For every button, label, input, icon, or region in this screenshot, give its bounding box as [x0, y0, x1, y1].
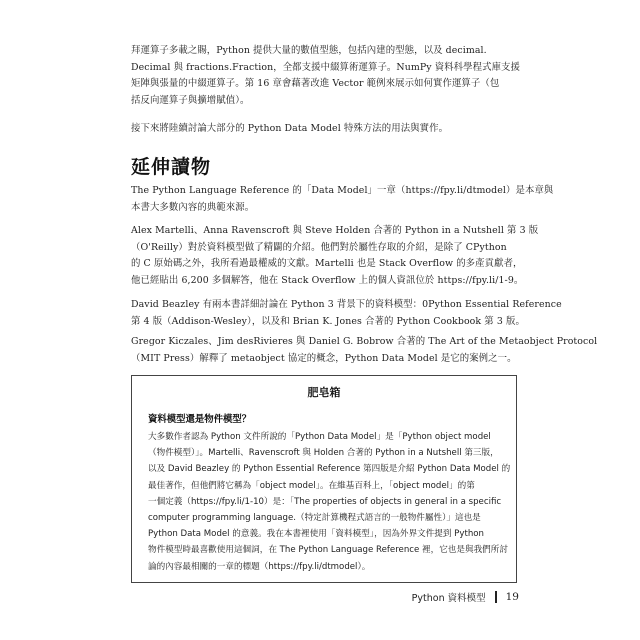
text-line: 一個定義（https://fpy.li/1-10）是：「The properties of objects in general in a specific	[148, 496, 502, 507]
transition-paragraph	[131, 121, 517, 138]
text-line: 論的內容最相關的一章的標題（https://fpy.li/dtmodel）。	[148, 561, 371, 572]
text-line: （O'Reilly）對於資料模型做了精闢的介紹。他們對於屬性存取的介紹，是除了 CPython	[131, 241, 507, 253]
text-line: David Beazley 有兩本書詳細討論在 Python 3 背景下的資料模型：0Python Essential Reference	[131, 299, 562, 310]
text-line: 括反向運算子與擴增賦值）。	[131, 94, 250, 106]
text-line: Decimal 與 fractions.Fraction，全都支援中綴算術運算子。NumPy 資料科學程式庫支援	[131, 61, 520, 73]
reading-paragraph-4	[131, 334, 598, 367]
reading-paragraph-1	[131, 183, 554, 216]
text-line: 他已經貼出 6,200 多個解答，他在 Stack Overflow 上的個人資訊位於 https://fpy.li/1-9。	[131, 274, 524, 286]
text-line: computer programming language.（特定計算機程式語言的一般物件屬性）」這也是	[148, 513, 481, 524]
page-footer	[412, 590, 519, 604]
text-line: 的 C 原始碼之外，我所看過最權威的文獻。Martelli 也是 Stack Overflow 的多產貢獻者，	[131, 258, 523, 269]
intro-paragraph	[131, 43, 520, 109]
text-line: 大多數作者認為 Python 文件所說的「Python Data Model」是「Python object model	[148, 432, 491, 442]
text-line: Alex Martelli、Anna Ravenscroft 與 Steve Holden 合著的 Python in a Nutshell 第 3 版	[131, 225, 539, 236]
footer-chapter-title: Python 資料模型	[411, 593, 486, 604]
text-line: The Python Language Reference 的「Data Model」一章（https://fpy.li/dtmodel）是本章與	[131, 185, 554, 196]
section-heading: 延伸讀物	[131, 156, 212, 178]
text-line: 物件模型時最喜歡使用這個詞，在 The Python Language Reference 裡，它也是與我們所討	[148, 545, 508, 556]
text-line: Python Data Model 的意義。我在本書裡使用「資料模型」，因為外界文件提到 Python	[148, 529, 484, 540]
soapbox-sidebar	[131, 375, 517, 583]
footer-divider	[495, 591, 497, 603]
reading-paragraph-2	[131, 223, 539, 289]
text-line: 第 4 版（Addison-Wesley），以及和 Brian K. Jones 合著的 Python Cookbook 第 3 版。	[131, 315, 525, 327]
text-line: 最佳著作，但他們將它稱為「object model」。在維基百科上，「object model」的第	[148, 480, 475, 491]
text-line: 矩陣與張量的中綴運算子。第 16 章會藉著改進 Vector 範例來展示如何實作運算子（包	[131, 78, 500, 89]
reading-paragraph-3	[131, 297, 562, 330]
text-line: （MIT Press）解釋了 metaobject 協定的概念，Python Data Model 是它的案例之一。	[131, 352, 517, 364]
sidebar-title: 肥皂箱	[307, 386, 341, 399]
text-line: （物件模型）」。Martelli、Ravenscroft 與 Holden 合著的 Python in a Nutshell 第三版，	[148, 448, 499, 459]
sidebar-body	[148, 429, 511, 575]
text-line: 本書大多數內容的典範來源。	[131, 201, 255, 213]
page-number: 19	[505, 591, 519, 603]
sidebar-subtitle: 資料模型還是物件模型？	[148, 414, 252, 425]
text-line: 拜運算子多載之賜，Python 提供大量的數值型態，包括內建的型態，以及 decimal.	[131, 45, 487, 56]
text-line: 接下來將陸續討論大部分的 Python Data Model 特殊方法的用法與實作。	[131, 123, 449, 134]
text-line: Gregor Kiczales、Jim desRivieres 與 Daniel G. Bobrow 合著的 The Art of the Metaobject Protocol	[131, 336, 598, 347]
text-line: 以及 David Beazley 的 Python Essential Reference 第四版是介紹 Python Data Model 的	[148, 464, 511, 475]
